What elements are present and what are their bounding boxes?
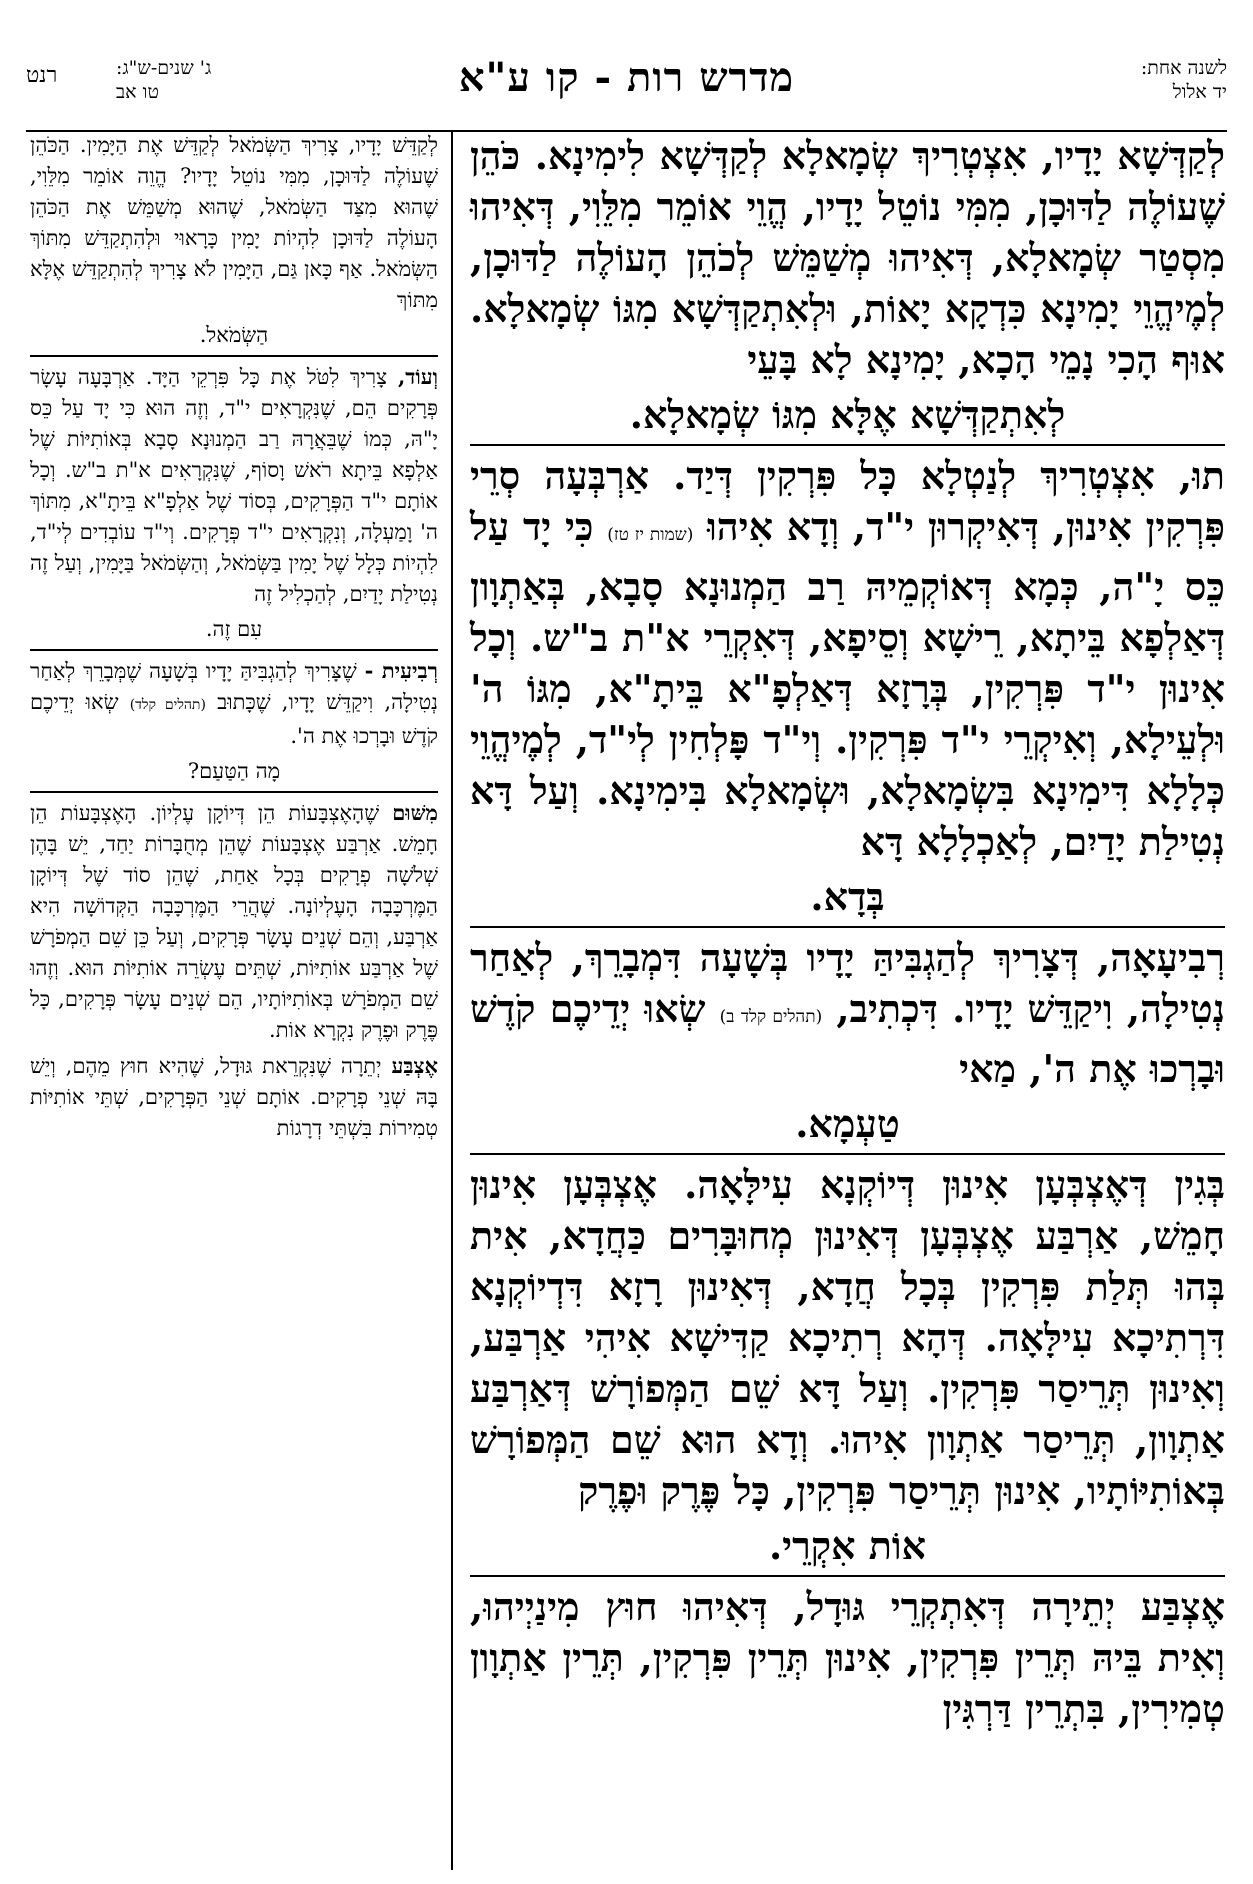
side-paragraph-2-end [30, 614, 438, 645]
main-paragraph-5 [470, 1581, 1225, 1734]
side-separator-3 [30, 791, 438, 793]
side-s2-text: צָרִיךְ לִטֹּל אֶת כָּל פִּרְקֵי הַיָּד. אַרְבָּעָה עָשָׂר פְּרָקִים הֵם, שֶׁנִּקְרָאִים י"ד, וְזֶה הוּא כִּי יָד עַל כֵּס יָ"הּ, כְּמוֹ שֶׁבֵּאֲרָהּ רַב הַמְנוּנָא סָבָא בְּאוֹתִיּוֹת שֶׁל אַלְפָא בֵּיתָא רֹאשׁ וָסוֹף, שֶׁנִּקְרָאִים א"ת ב"ש. וְכָל אוֹתָם י"ד הַפְּרָקִים, בְּסוֹד שֶׁל אַלְפָ"א בֵּיתָ"א, מִתּוֹךְ ה' וָמַעְלָה, וְנִקְרָאִים י"ד פְּרָקִים. וְי"ד עוֹבְדִים לְי"ד, לִהְיוֹת כְּלָל שֶׁל יָמִין בַּשְּׂמֹאל, וְהַשְּׂמֹאל בַּיָּמִין, וְעַל זֶה נְטִילַת יָדַיִם, לְהַכְלִיל זֶה [30, 365, 438, 606]
side-paragraph-3-end [30, 756, 438, 787]
column-divider [451, 130, 453, 1870]
side-s1-end: הַשְּׂמֹאל. [199, 323, 269, 347]
main-paragraph-2 [470, 450, 1225, 867]
main-p5-text: אֶצְבַּע יְתֵירָה דְּאִתְקְרֵי גּוּדָל, דְּאִיהוּ חוּץ מִינַיְיהוּ, וְאִית בֵּיהּ תְּרֵין פִּרְקִין, אִינוּן תְּרֵין פִּרְקִין, תְּרֵין אַתְוָון טְמִירִין, בִּתְרֵין דַּרְגִּין [470, 1584, 1225, 1731]
main-p3-text-a: דְּצָרִיךְ לְהַגְבִּיהַּ יָדָיו בְּשָׁעָה דִּמְבָרֵךְ, לְאַחַר נְטִילָה, וִיקַדֵּשׁ יָדָיו. דִּכְתִיב, [470, 935, 1226, 1031]
main-p3-end: טַעְמָא. [795, 1101, 900, 1146]
main-separator-3 [470, 1153, 1225, 1155]
main-paragraph-4 [470, 1159, 1225, 1516]
side-paragraph-2 [30, 361, 438, 610]
main-p2-reference: (שמות יז טז) [607, 525, 694, 545]
page-title: מדרש רות - קו ע"א [458, 54, 795, 101]
side-s5-text: יְתֵרָה שֶׁנִּקְרֵאת גּוּדָל, שֶׁהִיא חוּץ מֵהֶם, וְיֵשׁ בָּהּ שְׁנֵי פְרָקִים. אוֹתָם שְׁנֵי הַפְּרָקִים, שְׁתֵּי אוֹתִיּוֹת טְמִירוֹת בִּשְׁתֵּי דְרָגוֹת [30, 1054, 438, 1140]
header-left-line2: טו אב [116, 81, 159, 103]
side-s4-lead: מִשּׁוּם [392, 800, 438, 825]
header-right-line2: יד אלול [1172, 81, 1227, 103]
side-s3-lead: רְבִיעִית - [364, 658, 438, 683]
header-right-line1: לשנה אחת: [1140, 57, 1227, 79]
side-s1-text: לְקַדֵּשׁ יָדָיו, צָרִיךְ הַשְּׂמֹאל לְקַדֵּשׁ אֶת הַיָּמִין. הַכֹּהֵן שֶׁעוֹלֶה לַדּוּכָן, מִמִּי נוֹטֵל יָדָיו? הֱוֵה אוֹמֵר מִלֵּוִי, שֶׁהוּא מִצַּד הַשְּׂמֹאל, שֶׁהוּא מְשַׁמֵּשׁ אֶת הַכֹּהֵן הָעוֹלֶה לַדּוּכָן לִהְיוֹת יָמִין כָּרָאוּי וּלְהִתְקַדֵּשׁ מִתּוֹךְ הַשְּׂמֹאל. אַף כָּאן גַּם, הַיָּמִין לֹא צָרִיךְ לְהִתְקַדֵּשׁ אֶלָּא מִתּוֹךְ [30, 133, 438, 312]
main-p3-text-b: שְׂאוּ יְדֵיכֶם קֹדֶשׁ וּבָרְכוּ אֶת ה', מַאי [470, 986, 1225, 1091]
side-s4-text: שֶׁהָאֶצְבָּעוֹת הֵן דְּיוֹקָן עֶלְיוֹן. הָאֶצְבָּעוֹת הֵן חָמֵשׁ. אַרְבַּע אֶצְבָּעוֹת שֶׁהֵן מְחֻבָּרוֹת יַחַד, יֵשׁ בָּהֶן שְׁלֹשָׁה פְרָקִים בְּכָל אַחַת, שֶׁהֵן סוֹד שֶׁל דְּיוֹקָן הַמֶּרְכָּבָה הָעֶלְיוֹנָה. שֶׁהֲרֵי הַמֶּרְכָּבָה הַקְּדוֹשָׁה הִיא אַרְבַּע, וְהֵם שְׁנֵים עָשָׂר פְּרָקִים, וְעַל כֵּן שֵׁם הַמְפֹרָשׁ שֶׁל אַרְבַּע אוֹתִיּוֹת, שְׁתֵּים עֶשְׂרֵה אוֹתִיּוֹת הוּא. וְזֶהוּ שֵׁם הַמְפֹרָשׁ בְּאוֹתִיּוֹתָיו, הֵם שְׁנֵים עָשָׂר פְּרָקִים, כָּל פֶּרֶק וּפֶרֶק נִקְרָא אוֹת. [30, 801, 438, 1042]
main-separator-1 [470, 444, 1225, 446]
page-header [26, 56, 1227, 128]
side-s2-end: עִם זֶה. [205, 617, 263, 641]
main-p4-text: בְּגִין דְּאֶצְבְּעָן אִינוּן דְּיוֹקְנָא עִילָּאָה. אֶצְבְּעָן אִינוּן חָמֵשׁ, אַרְבַּע אֶצְבְּעָן דְּאִינוּן מְחוּבָּרִים כַּחֲדָא, אִית בְּהוּ תְּלַת פִּרְקִין בְּכָל חֲדָא, דְּאִינוּן רָזָא דִּדְיוֹקְנָא דִּרְתִיכָא עִילָּאָה. דְּהָא רְתִיכָא קַדִּישָׁא אִיהִי אַרְבַּע, וְאִינוּן תְּרֵיסַר פִּרְקִין. וְעַל דָּא שֵׁם הַמְּפוֹרָשׁ דְּאַרְבַּע אַתְוָון, תְּרֵיסַר אַתְוָון אִיהוּ. וְדָא הוּא שֵׁם הַמְּפוֹרָשׁ בְּאוֹתִיּוֹתָיו, אִינוּן תְּרֵיסַר פִּרְקִין, כָּל פֶּרֶק וּפֶרֶק [470, 1162, 1225, 1513]
main-p1-text: לְקַדְּשָׁא יָדָיו, אִצְטְרִיךְ שְׂמָאלָא לְקַדְּשָׁא לִימִינָא. כֹּהֵן שֶׁעוֹלֶה לַדּוּכָן, מִמִּי נוֹטֵל יָדָיו, הֱוֵי אוֹמֵר מִלֵּוִי, דְּאִיהוּ מִסְטַר שְׂמָאלָא, דְּאִיהוּ מְשַׁמֵּשׁ לְכֹהֵן הָעוֹלֶה לַדּוּכָן, לְמֶיהֱוֵי יָמִינָא כִּדְקָא יָאוֹת, וּלְאִתְקַדְּשָׁא מִגּוֹ שְׂמָאלָא. אוּף הָכִי נָמֵי הָכָא, יָמִינָא לָא בָּעֵי [470, 133, 1225, 382]
main-text-column [470, 130, 1225, 1738]
side-s3-text-b: שְׂאוּ יְדֵיכֶם קֹדֶשׁ וּבָרְכוּ אֶת ה'. [30, 690, 438, 748]
main-paragraph-1 [470, 130, 1225, 385]
side-paragraph-1 [30, 130, 438, 316]
side-s5-lead: אֶצְבַּע [391, 1053, 438, 1078]
translation-column [30, 130, 438, 1148]
side-separator-2 [30, 649, 438, 651]
side-s2-lead: וְעוֹד, [397, 364, 438, 389]
main-p4-end: אוֹת אִקְרֵי. [768, 1523, 927, 1568]
side-s3-end: מָה הַטַּעַם? [187, 759, 281, 783]
main-p1-end: לְאִתְקַדְּשָׁא אֶלָּא מִגּוֹ שְׂמָאלָא. [629, 392, 1066, 437]
main-p2-end: בְּדָא. [810, 874, 885, 919]
main-paragraph-2-end [470, 871, 1225, 922]
main-p3-lead: רְבִיעָאָה, [1097, 935, 1225, 980]
side-paragraph-4 [30, 797, 438, 1046]
side-paragraph-5 [30, 1050, 438, 1144]
main-p2-text-b: כִּי יָד עַל כֵּס יָ"ה, כְּמָא דְּאוֹקְמֵיהּ רַב הַמְנוּנָא סָבָא, בְּאַתְוָון דְּאַלְפָא בֵּיתָא, רֵישָׁא וְסֵיפָא, דְּאִקְרֵי א"ת ב"ש. וְכָל אִינוּן י"ד פִּרְקִין, בְּרָזָא דְּאַלְפָ"א בֵּיתָ"א, מִגּוֹ ה' וּלְעֵילָא, וְאִיקְרֵי י"ד פִּרְקִין. וְי"ד פָּלְחִין לְי"ד, לְמֶיהֱוֵי כְּלָלָא דִּימִינָא בִּשְׂמָאלָא, וּשְׂמָאלָא בִּימִינָא. וְעַל דָּא נְטִילַת יָדַיִם, לְאַכְלָלָא דָּא [470, 504, 1226, 864]
side-paragraph-3 [30, 655, 438, 752]
side-s3-reference: (תהלים קלד) [129, 697, 206, 713]
main-p2-text-a: אִצְטְרִיךְ לְנַטְלָא כָּל פִּרְקִין דְּיַד. אַרְבְּעָה סְרֵי פִּרְקִין אִינוּן, דְּאִיקְרוּן י"ד, וְדָא אִיהוּ [470, 453, 1225, 549]
main-separator-2 [470, 926, 1225, 928]
main-paragraph-3-end [470, 1098, 1225, 1149]
main-p2-lead: תוּ, [1178, 453, 1225, 498]
main-p3-reference: (תהלים קלד ב) [719, 1007, 823, 1027]
header-schedule-three-years [116, 56, 211, 104]
main-paragraph-3 [470, 932, 1225, 1094]
side-paragraph-1-end [30, 320, 438, 351]
side-separator-1 [30, 355, 438, 357]
side-s3-text-a: שֶׁצָּרִיךְ לְהַגְבִּיהַּ יָדָיו בְּשָׁעָה שֶׁמְּבָרֵךְ לְאַחַר נְטִילָה, וִיקַדֵּשׁ יָדָיו, שֶׁכָּתוּב [30, 659, 438, 714]
main-paragraph-4-end [470, 1520, 1225, 1571]
main-paragraph-1-end [470, 389, 1225, 440]
main-separator-4 [470, 1575, 1225, 1577]
header-left-line1: ג' שנים-ש"ג: [116, 57, 212, 79]
page-number: רנט [26, 63, 58, 88]
